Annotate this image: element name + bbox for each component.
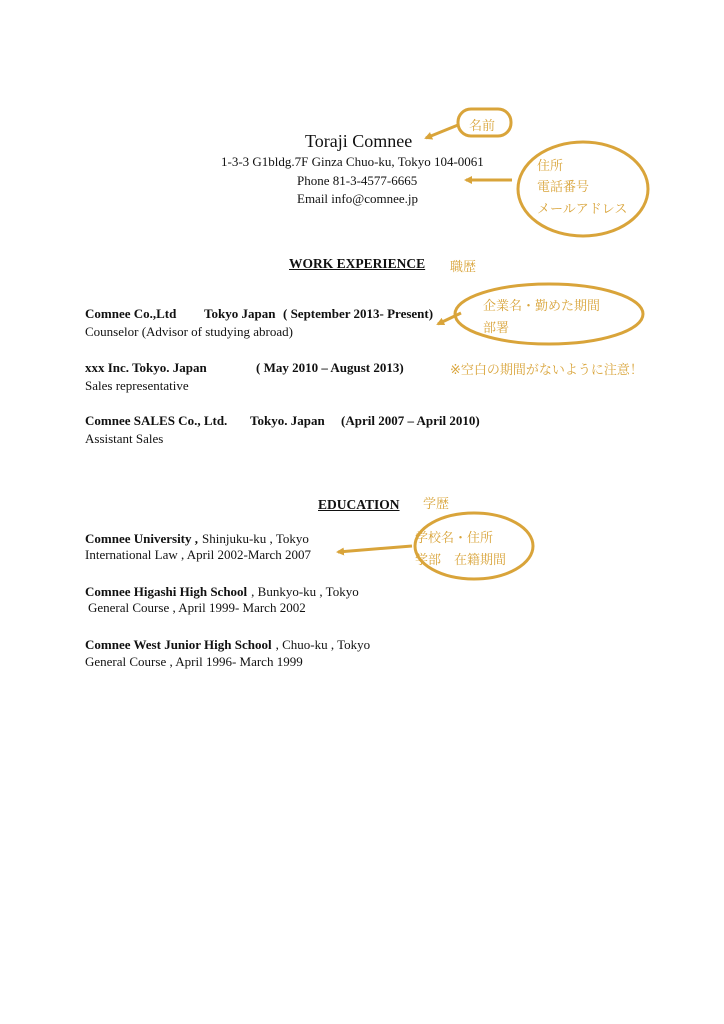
school-detail-3: General Course , April 1996- March 1999	[85, 654, 303, 669]
work-period-1: ( September 2013- Present)	[283, 306, 434, 321]
school-location-2: , Bunkyo-ku , Tokyo	[251, 584, 359, 599]
school-name-3: Comnee West Junior High School	[85, 637, 272, 652]
contact-callout-email: メールアドレス	[537, 202, 628, 217]
work-role-3: Assistant Sales	[85, 431, 164, 446]
education-row-3	[85, 636, 370, 654]
education-row-2	[85, 583, 359, 601]
email-line: Email info@comnee.jp	[297, 191, 418, 206]
work-location-1: Tokyo Japan	[204, 306, 276, 321]
address-line: 1-3-3 G1bldg.7F Ginza Chuo-ku, Tokyo 104-0061	[221, 154, 484, 169]
work-location-3: Tokyo. Japan	[250, 413, 325, 428]
work-company-1: Comnee Co.,Ltd	[85, 306, 177, 321]
school-location-3: , Chuo-ku , Tokyo	[275, 637, 371, 652]
education-row-1	[85, 530, 309, 548]
work-period-2: ( May 2010 – August 2013)	[256, 360, 404, 375]
work-company-2: xxx Inc. Tokyo. Japan	[85, 360, 207, 375]
school-info-arrow	[338, 546, 412, 552]
work-experience-heading: WORK EXPERIENCE	[289, 256, 426, 271]
contact-callout-phone: 電話番号	[537, 180, 590, 195]
school-info-callout-line1: 学校名・住所	[415, 531, 494, 546]
work-company-3: Comnee SALES Co., Ltd.	[85, 413, 228, 428]
work-period-3: (April 2007 – April 2010)	[341, 413, 480, 428]
phone-line: Phone 81-3-4577-6665	[297, 173, 418, 188]
education-heading: EDUCATION	[318, 497, 400, 512]
school-detail-2: General Course , April 1999- March 2002	[88, 600, 306, 615]
school-location-1: Shinjuku-ku , Tokyo	[202, 531, 309, 546]
company-period-arrow	[438, 313, 461, 324]
company-period-callout-line1: 企業名・勤めた期間	[483, 299, 601, 314]
work-role-2: Sales representative	[85, 378, 189, 393]
company-period-callout-line2: 部署	[483, 321, 510, 336]
gap-warning-note: ※空白の期間がないように注意！	[450, 363, 643, 378]
name-arrow	[426, 125, 458, 138]
school-name-2: Comnee Higashi High School	[85, 584, 248, 599]
work-role-1: Counselor (Advisor of studying abroad)	[85, 324, 293, 339]
name-callout-text: 名前	[469, 119, 496, 134]
education-heading-note: 学歴	[423, 497, 450, 512]
school-info-callout-bubble	[415, 513, 533, 579]
school-name-1: Comnee University ,	[85, 531, 199, 546]
contact-callout-address: 住所	[537, 159, 564, 174]
work-heading-note: 職歴	[450, 260, 477, 275]
school-detail-1: International Law , April 2002-March 2007	[85, 547, 311, 562]
school-info-callout-line2: 学部 在籍期間	[415, 553, 507, 568]
candidate-name: Toraji Comnee	[305, 131, 413, 151]
